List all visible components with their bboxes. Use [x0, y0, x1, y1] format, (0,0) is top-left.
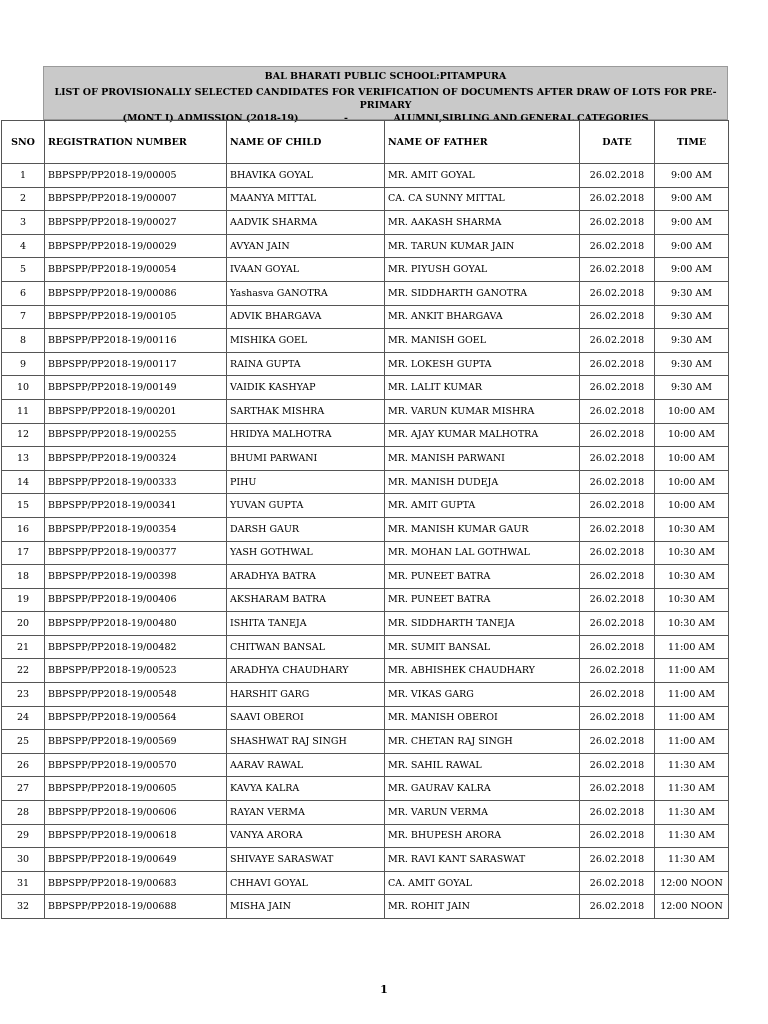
cell-date: 26.02.2018 — [580, 753, 655, 777]
cell-time: 11:30 AM — [655, 777, 729, 801]
cell-child-name: BHAVIKA GOYAL — [227, 164, 385, 188]
cell-date: 26.02.2018 — [580, 376, 655, 400]
cell-child-name: AADVIK SHARMA — [227, 211, 385, 235]
cell-child-name: IVAAN GOYAL — [227, 258, 385, 282]
cell-sno: 23 — [2, 683, 45, 707]
cell-father-name: MR. SIDDHARTH TANEJA — [385, 612, 580, 636]
cell-date: 26.02.2018 — [580, 565, 655, 589]
cell-child-name: ARADHYA BATRA — [227, 565, 385, 589]
cell-sno: 22 — [2, 659, 45, 683]
cell-registration-number: BBPSPP/PP2018-19/00564 — [45, 706, 227, 730]
cell-registration-number: BBPSPP/PP2018-19/00570 — [45, 753, 227, 777]
table-row — [2, 824, 729, 848]
cell-registration-number: BBPSPP/PP2018-19/00255 — [45, 423, 227, 447]
table-row — [2, 588, 729, 612]
cell-time: 9:30 AM — [655, 376, 729, 400]
cell-registration-number: BBPSPP/PP2018-19/00398 — [45, 565, 227, 589]
cell-time: 12:00 NOON — [655, 871, 729, 895]
cell-sno: 5 — [2, 258, 45, 282]
cell-registration-number: BBPSPP/PP2018-19/00201 — [45, 399, 227, 423]
cell-date: 26.02.2018 — [580, 187, 655, 211]
cell-time: 10:30 AM — [655, 565, 729, 589]
cell-registration-number: BBPSPP/PP2018-19/00605 — [45, 777, 227, 801]
cell-time: 10:00 AM — [655, 399, 729, 423]
table-row — [2, 659, 729, 683]
cell-time: 9:30 AM — [655, 329, 729, 353]
cell-time: 9:00 AM — [655, 234, 729, 258]
cell-child-name: SHASHWAT RAJ SINGH — [227, 730, 385, 754]
cell-father-name: MR. PUNEET BATRA — [385, 588, 580, 612]
cell-child-name: PIHU — [227, 470, 385, 494]
cell-father-name: MR. ROHIT JAIN — [385, 895, 580, 919]
cell-registration-number: BBPSPP/PP2018-19/00606 — [45, 801, 227, 825]
cell-date: 26.02.2018 — [580, 423, 655, 447]
cell-time: 12:00 NOON — [655, 895, 729, 919]
cell-father-name: MR. GAURAV KALRA — [385, 777, 580, 801]
cell-sno: 2 — [2, 187, 45, 211]
cell-date: 26.02.2018 — [580, 211, 655, 235]
cell-child-name: RAINA GUPTA — [227, 352, 385, 376]
cell-date: 26.02.2018 — [580, 281, 655, 305]
cell-registration-number: BBPSPP/PP2018-19/00005 — [45, 164, 227, 188]
table-row — [2, 187, 729, 211]
cell-date: 26.02.2018 — [580, 848, 655, 872]
cell-registration-number: BBPSPP/PP2018-19/00086 — [45, 281, 227, 305]
cell-sno: 17 — [2, 541, 45, 565]
cell-child-name: SHIVAYE SARASWAT — [227, 848, 385, 872]
cell-registration-number: BBPSPP/PP2018-19/00333 — [45, 470, 227, 494]
cell-date: 26.02.2018 — [580, 706, 655, 730]
cell-time: 10:30 AM — [655, 588, 729, 612]
cell-registration-number: BBPSPP/PP2018-19/00482 — [45, 635, 227, 659]
table-row — [2, 234, 729, 258]
table-row — [2, 635, 729, 659]
cell-father-name: MR. VARUN VERMA — [385, 801, 580, 825]
table-row — [2, 258, 729, 282]
cell-father-name: CA. CA SUNNY MITTAL — [385, 187, 580, 211]
table-row — [2, 777, 729, 801]
cell-child-name: HARSHIT GARG — [227, 683, 385, 707]
cell-father-name: MR. ANKIT BHARGAVA — [385, 305, 580, 329]
table-row — [2, 541, 729, 565]
cell-date: 26.02.2018 — [580, 352, 655, 376]
cell-child-name: AKSHARAM BATRA — [227, 588, 385, 612]
cell-child-name: DARSH GAUR — [227, 517, 385, 541]
cell-registration-number: BBPSPP/PP2018-19/00117 — [45, 352, 227, 376]
table-row — [2, 612, 729, 636]
table-row — [2, 399, 729, 423]
cell-time: 10:30 AM — [655, 517, 729, 541]
cell-registration-number: BBPSPP/PP2018-19/00116 — [45, 329, 227, 353]
cell-father-name: MR. AMIT GOYAL — [385, 164, 580, 188]
cell-registration-number: BBPSPP/PP2018-19/00324 — [45, 447, 227, 471]
cell-time: 9:00 AM — [655, 187, 729, 211]
cell-father-name: CA. AMIT GOYAL — [385, 871, 580, 895]
cell-registration-number: BBPSPP/PP2018-19/00105 — [45, 305, 227, 329]
cell-sno: 19 — [2, 588, 45, 612]
column-header-date: DATE — [580, 121, 655, 164]
column-header-registration: REGISTRATION NUMBER — [45, 121, 227, 164]
table-body — [2, 164, 729, 919]
cell-registration-number: BBPSPP/PP2018-19/00683 — [45, 871, 227, 895]
cell-sno: 26 — [2, 753, 45, 777]
cell-date: 26.02.2018 — [580, 494, 655, 518]
cell-registration-number: BBPSPP/PP2018-19/00027 — [45, 211, 227, 235]
cell-date: 26.02.2018 — [580, 164, 655, 188]
cell-child-name: CHITWAN BANSAL — [227, 635, 385, 659]
cell-sno: 25 — [2, 730, 45, 754]
cell-father-name: MR. TARUN KUMAR JAIN — [385, 234, 580, 258]
cell-time: 11:00 AM — [655, 730, 729, 754]
cell-time: 10:30 AM — [655, 612, 729, 636]
cell-father-name: MR. MANISH DUDEJA — [385, 470, 580, 494]
cell-time: 9:00 AM — [655, 258, 729, 282]
cell-time: 11:30 AM — [655, 824, 729, 848]
cell-time: 10:00 AM — [655, 447, 729, 471]
cell-registration-number: BBPSPP/PP2018-19/00480 — [45, 612, 227, 636]
table-row — [2, 730, 729, 754]
cell-date: 26.02.2018 — [580, 612, 655, 636]
cell-sno: 18 — [2, 565, 45, 589]
cell-sno: 21 — [2, 635, 45, 659]
cell-date: 26.02.2018 — [580, 824, 655, 848]
cell-time: 11:00 AM — [655, 683, 729, 707]
cell-time: 11:00 AM — [655, 635, 729, 659]
cell-sno: 16 — [2, 517, 45, 541]
cell-date: 26.02.2018 — [580, 588, 655, 612]
cell-sno: 10 — [2, 376, 45, 400]
cell-father-name: MR. PIYUSH GOYAL — [385, 258, 580, 282]
cell-date: 26.02.2018 — [580, 683, 655, 707]
table-row — [2, 352, 729, 376]
table-row — [2, 565, 729, 589]
cell-sno: 1 — [2, 164, 45, 188]
document-header — [43, 66, 728, 124]
cell-child-name: KAVYA KALRA — [227, 777, 385, 801]
candidates-table — [1, 120, 729, 919]
cell-father-name: MR. MANISH GOEL — [385, 329, 580, 353]
cell-sno: 11 — [2, 399, 45, 423]
school-name: BAL BHARATI PUBLIC SCHOOL:PITAMPURA — [264, 71, 507, 82]
cell-sno: 3 — [2, 211, 45, 235]
cell-child-name: AVYAN JAIN — [227, 234, 385, 258]
page-number: 1 — [380, 983, 388, 996]
cell-father-name: MR. VIKAS GARG — [385, 683, 580, 707]
cell-time: 11:30 AM — [655, 848, 729, 872]
table-row — [2, 447, 729, 471]
cell-child-name: HRIDYA MALHOTRA — [227, 423, 385, 447]
cell-father-name: MR. MOHAN LAL GOTHWAL — [385, 541, 580, 565]
cell-child-name: ADVIK BHARGAVA — [227, 305, 385, 329]
table-row — [2, 848, 729, 872]
cell-child-name: Yashasva GANOTRA — [227, 281, 385, 305]
cell-father-name: MR. SUMIT BANSAL — [385, 635, 580, 659]
cell-date: 26.02.2018 — [580, 730, 655, 754]
cell-date: 26.02.2018 — [580, 801, 655, 825]
table-row — [2, 470, 729, 494]
cell-father-name: MR. BHUPESH ARORA — [385, 824, 580, 848]
cell-child-name: VANYA ARORA — [227, 824, 385, 848]
cell-father-name: MR. AJAY KUMAR MALHOTRA — [385, 423, 580, 447]
cell-time: 9:30 AM — [655, 281, 729, 305]
cell-registration-number: BBPSPP/PP2018-19/00618 — [45, 824, 227, 848]
cell-sno: 27 — [2, 777, 45, 801]
cell-date: 26.02.2018 — [580, 470, 655, 494]
table-row — [2, 494, 729, 518]
cell-date: 26.02.2018 — [580, 399, 655, 423]
cell-father-name: MR. SIDDHARTH GANOTRA — [385, 281, 580, 305]
cell-registration-number: BBPSPP/PP2018-19/00649 — [45, 848, 227, 872]
cell-time: 10:00 AM — [655, 494, 729, 518]
cell-date: 26.02.2018 — [580, 635, 655, 659]
cell-sno: 31 — [2, 871, 45, 895]
table-row — [2, 329, 729, 353]
table-row — [2, 211, 729, 235]
cell-date: 26.02.2018 — [580, 777, 655, 801]
table-header-row — [2, 121, 729, 164]
cell-date: 26.02.2018 — [580, 541, 655, 565]
cell-date: 26.02.2018 — [580, 329, 655, 353]
cell-date: 26.02.2018 — [580, 895, 655, 919]
cell-registration-number: BBPSPP/PP2018-19/00523 — [45, 659, 227, 683]
cell-child-name: CHHAVI GOYAL — [227, 871, 385, 895]
table-row — [2, 305, 729, 329]
cell-child-name: YASH GOTHWAL — [227, 541, 385, 565]
cell-father-name: MR. SAHIL RAWAL — [385, 753, 580, 777]
cell-time: 9:30 AM — [655, 305, 729, 329]
cell-child-name: RAYAN VERMA — [227, 801, 385, 825]
cell-sno: 9 — [2, 352, 45, 376]
cell-father-name: MR. MANISH KUMAR GAUR — [385, 517, 580, 541]
table-row — [2, 376, 729, 400]
cell-time: 11:00 AM — [655, 659, 729, 683]
table-row — [2, 517, 729, 541]
table-row — [2, 871, 729, 895]
cell-father-name: MR. MANISH PARWANI — [385, 447, 580, 471]
cell-sno: 20 — [2, 612, 45, 636]
table-row — [2, 683, 729, 707]
cell-sno: 24 — [2, 706, 45, 730]
cell-father-name: MR. AMIT GUPTA — [385, 494, 580, 518]
cell-time: 11:30 AM — [655, 753, 729, 777]
cell-sno: 4 — [2, 234, 45, 258]
cell-sno: 28 — [2, 801, 45, 825]
cell-father-name: MR. CHETAN RAJ SINGH — [385, 730, 580, 754]
cell-date: 26.02.2018 — [580, 871, 655, 895]
cell-father-name: MR. PUNEET BATRA — [385, 565, 580, 589]
table-row — [2, 801, 729, 825]
table-row — [2, 895, 729, 919]
cell-sno: 6 — [2, 281, 45, 305]
cell-father-name: MR. RAVI KANT SARASWAT — [385, 848, 580, 872]
cell-time: 10:30 AM — [655, 541, 729, 565]
table-row — [2, 423, 729, 447]
cell-time: 11:00 AM — [655, 706, 729, 730]
cell-child-name: AARAV RAWAL — [227, 753, 385, 777]
cell-sno: 32 — [2, 895, 45, 919]
cell-sno: 12 — [2, 423, 45, 447]
cell-registration-number: BBPSPP/PP2018-19/00054 — [45, 258, 227, 282]
cell-child-name: MISHA JAIN — [227, 895, 385, 919]
cell-date: 26.02.2018 — [580, 305, 655, 329]
cell-child-name: VAIDIK KASHYAP — [227, 376, 385, 400]
cell-father-name: MR. VARUN KUMAR MISHRA — [385, 399, 580, 423]
cell-registration-number: BBPSPP/PP2018-19/00688 — [45, 895, 227, 919]
categories-label: ALUMNI,SIBLING AND GENERAL CATEGORIES — [393, 113, 649, 124]
cell-father-name: MR. LALIT KUMAR — [385, 376, 580, 400]
cell-child-name: YUVAN GUPTA — [227, 494, 385, 518]
cell-child-name: SAAVI OBEROI — [227, 706, 385, 730]
cell-child-name: BHUMI PARWANI — [227, 447, 385, 471]
cell-sno: 14 — [2, 470, 45, 494]
title-separator: - — [344, 113, 348, 124]
cell-registration-number: BBPSPP/PP2018-19/00149 — [45, 376, 227, 400]
cell-sno: 29 — [2, 824, 45, 848]
cell-date: 26.02.2018 — [580, 517, 655, 541]
cell-sno: 8 — [2, 329, 45, 353]
cell-child-name: ISHITA TANEJA — [227, 612, 385, 636]
cell-sno: 7 — [2, 305, 45, 329]
cell-father-name: MR. LOKESH GUPTA — [385, 352, 580, 376]
cell-father-name: MR. MANISH OBEROI — [385, 706, 580, 730]
cell-time: 9:00 AM — [655, 211, 729, 235]
cell-child-name: MISHIKA GOEL — [227, 329, 385, 353]
table-row — [2, 706, 729, 730]
cell-child-name: MAANYA MITTAL — [227, 187, 385, 211]
cell-time: 11:30 AM — [655, 801, 729, 825]
column-header-time: TIME — [655, 121, 729, 164]
cell-child-name: ARADHYA CHAUDHARY — [227, 659, 385, 683]
cell-time: 10:00 AM — [655, 423, 729, 447]
cell-date: 26.02.2018 — [580, 659, 655, 683]
cell-registration-number: BBPSPP/PP2018-19/00569 — [45, 730, 227, 754]
cell-date: 26.02.2018 — [580, 234, 655, 258]
list-title-line1: LIST OF PROVISIONALLY SELECTED CANDIDATES FOR VERIFICATION OF DOCUMENTS AFTER DRAW OF LOTS FOR PRE-PRIMARY — [54, 87, 717, 111]
cell-father-name: MR. ABHISHEK CHAUDHARY — [385, 659, 580, 683]
cell-registration-number: BBPSPP/PP2018-19/00029 — [45, 234, 227, 258]
table-row — [2, 753, 729, 777]
cell-registration-number: BBPSPP/PP2018-19/00406 — [45, 588, 227, 612]
column-header-child: NAME OF CHILD — [227, 121, 385, 164]
cell-registration-number: BBPSPP/PP2018-19/00341 — [45, 494, 227, 518]
cell-registration-number: BBPSPP/PP2018-19/00354 — [45, 517, 227, 541]
cell-time: 9:00 AM — [655, 164, 729, 188]
column-header-sno: SNO — [2, 121, 45, 164]
column-header-father: NAME OF FATHER — [385, 121, 580, 164]
cell-time: 10:00 AM — [655, 470, 729, 494]
cell-child-name: SARTHAK MISHRA — [227, 399, 385, 423]
cell-registration-number: BBPSPP/PP2018-19/00007 — [45, 187, 227, 211]
admission-label: (MONT I) ADMISSION (2018-19) — [122, 113, 299, 124]
cell-date: 26.02.2018 — [580, 447, 655, 471]
cell-time: 9:30 AM — [655, 352, 729, 376]
cell-date: 26.02.2018 — [580, 258, 655, 282]
table-row — [2, 164, 729, 188]
cell-registration-number: BBPSPP/PP2018-19/00548 — [45, 683, 227, 707]
cell-sno: 30 — [2, 848, 45, 872]
cell-sno: 13 — [2, 447, 45, 471]
cell-sno: 15 — [2, 494, 45, 518]
table-row — [2, 281, 729, 305]
cell-father-name: MR. AAKASH SHARMA — [385, 211, 580, 235]
cell-registration-number: BBPSPP/PP2018-19/00377 — [45, 541, 227, 565]
